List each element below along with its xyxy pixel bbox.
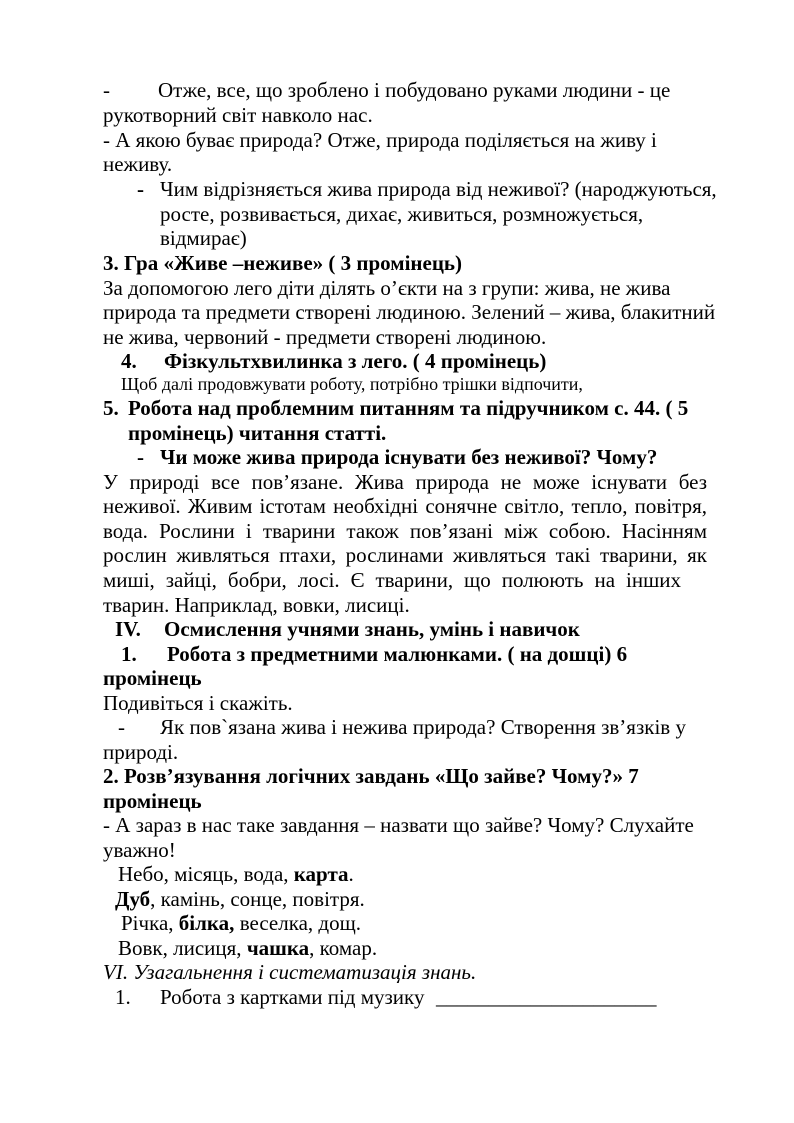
section4-sub-num: 1. — [121, 642, 137, 666]
game-line-3: не жива, червоний - предмети створені людиною. — [103, 325, 547, 349]
row-text: . — [348, 862, 354, 886]
intro-line-4: неживу. — [103, 152, 173, 176]
section4-question-marker: - — [118, 715, 125, 739]
logic-intro-line-1: - А зараз в нас таке завдання – назвати що зайве? Чому? Слухайте — [103, 813, 694, 837]
odd-word: білка, — [178, 911, 235, 935]
section6-heading: VI. Узагальнення і систематизація знань. — [103, 960, 477, 984]
row-text: веселка, дощ. — [234, 911, 362, 935]
exercise-heading: Фізкультхвилинка з лего. ( 4 промінець) — [164, 349, 547, 373]
section4-num: IV. — [115, 617, 141, 641]
logic-intro-line-2: уважно! — [103, 838, 176, 862]
section4-question-line-2: природі. — [103, 740, 179, 764]
answer-line: миші, зайці, бобри, лосі. Є тварини, що полюють на інших — [103, 568, 681, 592]
logic-row-4 — [118, 936, 377, 960]
answer-line: У природі все пов’язане. Жива природа не може існувати без — [103, 470, 707, 494]
section6-item-text: Робота з картками під музику — [160, 985, 425, 1009]
problem-question: Чи може жива природа існувати без неживої? Чому? — [160, 445, 658, 469]
intro-line-1: Отже, все, що зроблено і побудовано руками людини - це — [158, 78, 671, 102]
row-text: Небо, місяць, вода, — [118, 862, 294, 886]
game-heading: 3. Гра «Живе –неживе» ( 3 промінець) — [103, 251, 463, 275]
answer-line: неживої. Живим істотам необхідні сонячне світло, тепло, повітря, — [103, 494, 707, 518]
section4-question-line-1: Як пов`язана жива і нежива природа? Створення зв’язків у — [160, 715, 686, 739]
answer-blank: _____________________ — [436, 985, 657, 1009]
logic-row-3 — [121, 911, 361, 935]
logic-row-1 — [118, 862, 354, 886]
logic-row-2 — [115, 887, 365, 911]
intro-line-3: - А якою буває природа? Отже, природа поділяється на живу і — [103, 128, 657, 152]
game-line-2: природа та предмети створені людиною. Зелений – жива, блакитний — [103, 300, 716, 324]
row-text: Річка, — [121, 911, 179, 935]
answer-line: тварин. Наприклад, вовки, лисиці. — [103, 593, 410, 617]
answer-line: вода. Рослини і тварини також пов’язані між собою. Насінням — [103, 519, 707, 543]
odd-word: карта — [293, 862, 349, 886]
section4-instruction: Подивіться і скажіть. — [103, 691, 293, 715]
bullet-line-1: Чим відрізняється жива природа від неживої? (народжуються, — [160, 177, 717, 201]
question-marker: - — [137, 445, 144, 469]
section6-item-num: 1. — [115, 985, 131, 1009]
bullet-line-2: росте, розвивається, дихає, живиться, розмножується, — [160, 202, 644, 226]
game-line-1: За допомогою лего діти ділять о’єкти на з групи: жива, не жива — [103, 276, 671, 300]
logic-heading-line-1: 2. Розв’язування логічних завдань «Що зайве? Чому?» 7 — [103, 764, 639, 788]
section4-sub-heading: Робота з предметними малюнками. ( на дошці) 6 — [167, 642, 628, 666]
intro-line-2: рукотворний світ навколо нас. — [103, 103, 373, 127]
odd-word: чашка — [246, 936, 310, 960]
logic-heading-line-2: промінець — [103, 789, 202, 813]
section4-sub-heading-line-2: промінець — [103, 666, 202, 690]
row-text: , камінь, сонце, повітря. — [150, 887, 365, 911]
problem-num: 5. — [103, 396, 119, 420]
row-text: Вовк, лисиця, — [118, 936, 247, 960]
problem-heading-line-1: Робота над проблемним питанням та підручником с. 44. ( 5 — [128, 396, 689, 420]
odd-word: Дуб — [115, 887, 151, 911]
section4-heading: Осмислення учнями знань, умінь і навичок — [164, 617, 580, 641]
exercise-note: Щоб далі продовжувати роботу, потрібно трішки відпочити, — [121, 374, 583, 394]
problem-heading-line-2: промінець) читання статті. — [128, 421, 387, 445]
answer-line: рослин живляться птахи, рослинами живляться такі тварини, як — [103, 543, 707, 567]
intro-dash: - — [103, 78, 110, 102]
bullet-line-3: відмирає) — [160, 226, 247, 250]
exercise-num: 4. — [121, 349, 137, 373]
bullet-marker: - — [137, 177, 144, 201]
row-text: , комар. — [309, 936, 378, 960]
